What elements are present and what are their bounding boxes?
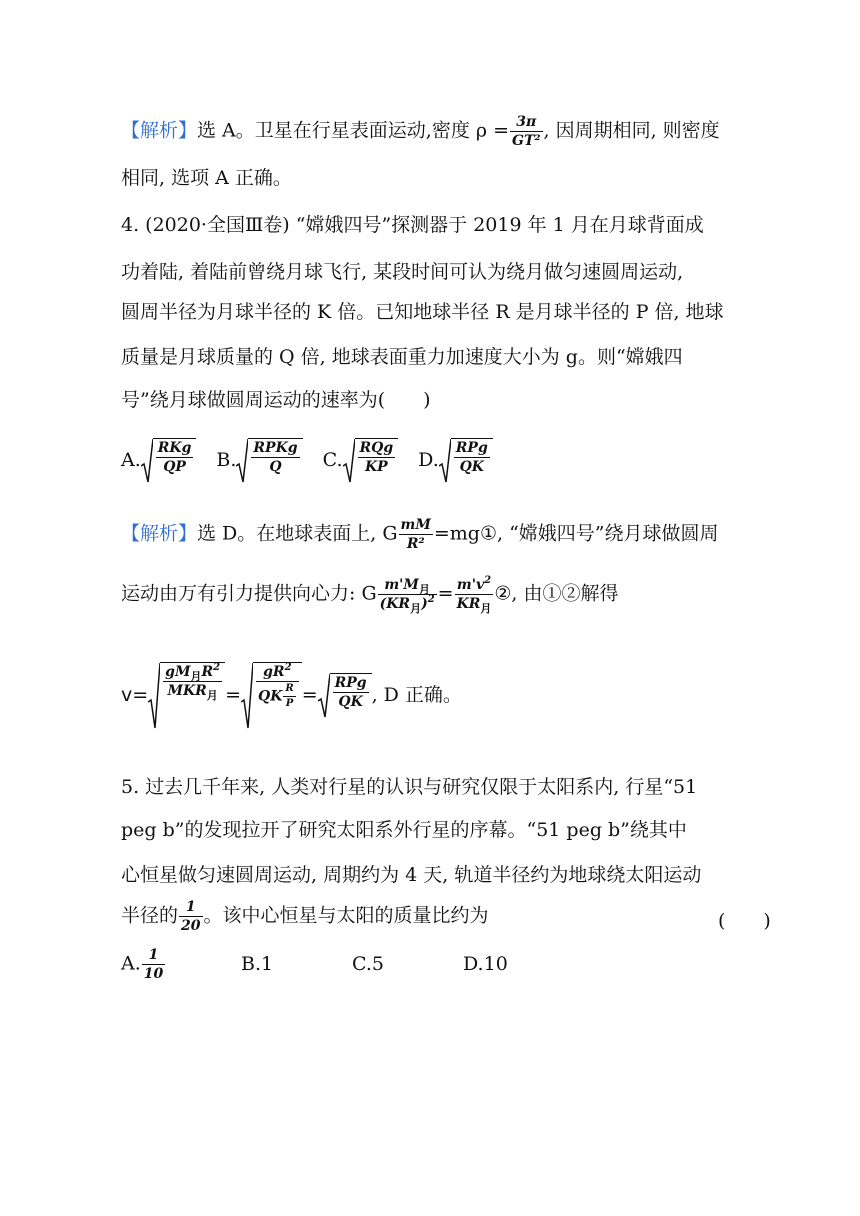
q4-line: 圆周半径为月球半径的 K 倍。已知地球半径 R 是月球半径的 P 倍, 地球 bbox=[121, 301, 724, 323]
q3-analysis-line1: 【解析】选 A。卫星在行星表面运动,密度 ρ = $\frac{3\pi}{\text{GT²}}$ , 因周期相同, 则密度 bbox=[121, 114, 720, 149]
option-d: D.10 bbox=[463, 952, 508, 975]
centripetal-fraction: $\frac{m'v^2}{KR_月}$ bbox=[456, 575, 492, 615]
sqrt-expression-2: $gR^2$ QK $\frac{R}{P}$ bbox=[241, 662, 302, 730]
q4-analysis-line3: v= $\frac{gM_月R^2}{MKR_月}$ = $gR^2$ QK $\frac{R}{P}$ = $\frac{\text{RPg}}{QK}$ , D 正确。 bbox=[121, 662, 462, 730]
answer-paren: ( ) bbox=[718, 910, 771, 932]
option-d: D. $\frac{\text{RPg}}{QK}$ bbox=[418, 438, 493, 484]
q4-analysis-line2: 运动由万有引力提供向心力: G $\frac{m'M_月}{(KR_月)^2}$ = $\frac{m'v^2}{KR_月}$ ②, 由①②解得 bbox=[121, 575, 619, 615]
option-c: C. $\frac{\text{RQg}}{KP}$ bbox=[323, 438, 399, 484]
q4-line: 质量是月球质量的 Q 倍, 地球表面重力加速度大小为 g。则“嫦娥四 bbox=[121, 346, 683, 368]
option-b: B.1 bbox=[241, 952, 274, 975]
option-a: A. $\frac{1}{10}$ bbox=[121, 947, 164, 982]
q5-line: 5. 过去几千年来, 人类对行星的认识与研究仅限于太阳系内, 行星“51 bbox=[121, 776, 698, 798]
q4-line: 4. (2020·全国Ⅲ卷) “嫦娥四号”探测器于 2019 年 1 月在月球背面成 bbox=[121, 214, 704, 236]
analysis-tag: 【解析】 bbox=[121, 522, 198, 545]
q4-analysis-line1: 【解析】选 D。在地球表面上, G $\frac{mM}{\text{R²}}$ =mg①, “嫦娥四号”绕月球做圆周 bbox=[121, 517, 719, 552]
analysis-tag: 【解析】 bbox=[121, 119, 198, 142]
q5-options bbox=[121, 948, 508, 981]
gravity-fraction: $\frac{mM}{\text{R²}}$ bbox=[400, 517, 431, 552]
q5-line: 心恒星做匀速圆周运动, 周期约为 4 天, 轨道半径约为地球绕太阳运动 bbox=[121, 864, 702, 886]
q3-analysis-text: 选 A。卫星在行星表面运动,密度 ρ = bbox=[197, 119, 509, 142]
density-fraction: $\frac{3\pi}{\text{GT²}}$ bbox=[512, 114, 541, 149]
q5-line: peg b”的发现拉开了研究太阳系外行星的序幕。“51 peg b”绕其中 bbox=[121, 819, 687, 841]
ratio-fraction: $\frac{1}{20}$ bbox=[181, 899, 201, 934]
sqrt-expression-3: $\frac{\text{RPg}}{QK}$ bbox=[318, 673, 372, 719]
sqrt-expression-1: $\frac{gM_月R^2}{MKR_月}$ bbox=[148, 662, 225, 730]
option-c: C.5 bbox=[352, 952, 384, 975]
option-a: A. $\frac{\text{RKg}}{QP}$ bbox=[121, 438, 196, 484]
moon-gravity-fraction: $\frac{m'M_月}{(KR_月)^2}$ bbox=[379, 577, 435, 615]
q4-line: 功着陆, 着陆前曾绕月球飞行, 某段时间可认为绕月做匀速圆周运动, bbox=[121, 261, 684, 283]
q3-analysis-line2: 相同, 选项 A 正确。 bbox=[121, 167, 292, 189]
q4-line: 号”绕月球做圆周运动的速率为( ) bbox=[121, 389, 431, 411]
q4-options bbox=[121, 438, 493, 484]
q5-line4: 半径的 $\frac{1}{20}$ 。该中心恒星与太阳的质量比约为 bbox=[121, 899, 489, 934]
option-b: B. $\frac{\text{RPKg}}{Q}$ bbox=[216, 438, 302, 484]
